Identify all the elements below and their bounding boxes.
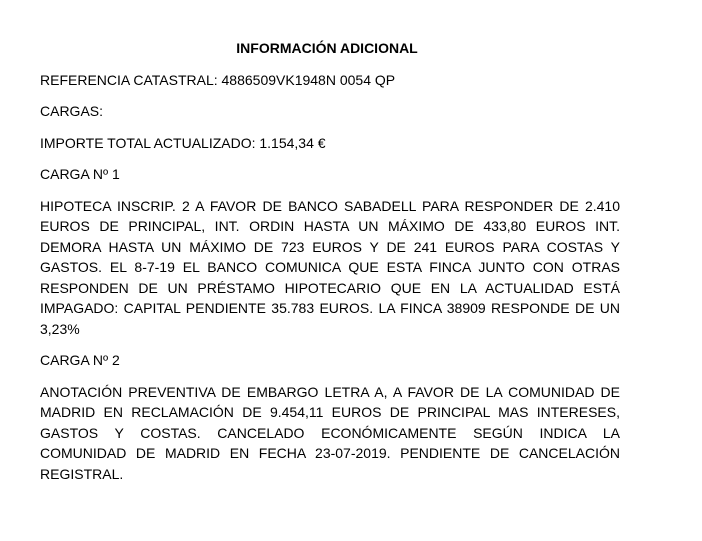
charge-1-heading: CARGA Nº 1 — [40, 166, 120, 182]
document-title: INFORMACIÓN ADICIONAL — [236, 40, 418, 56]
charges-label: CARGAS: — [40, 103, 104, 119]
charge-2-heading: CARGA Nº 2 — [40, 352, 120, 368]
charge-1-text: HIPOTECA INSCRIP. 2 A FAVOR DE BANCO SABADELL PARA RESPONDER DE 2.410 EUROS DE PRINCIPAL, INT. ORDIN HASTA UN MÁXIMO DE 433,80 EUROS INT. DEMORA HASTA UN MÁXIMO DE 723 EUROS Y DE 241 EUROS PARA COSTAS Y GASTOS. EL 8-7-19 EL BANCO COMUNICA QUE ESTA FINCA JUNTO CON OTRAS RESPONDEN DE UN PRÉSTAMO HIPOTECARIO QUE EN LA ACTUALIDAD ESTÁ IMPAGADO: CAPITAL PENDIENTE 35.783 EUROS. LA FINCA 38909 RESPONDE DE UN 3,23% — [40, 197, 620, 337]
total-amount: IMPORTE TOTAL ACTUALIZADO: 1.154,34 € — [40, 134, 326, 151]
charge-2-text: ANOTACIÓN PREVENTIVA DE EMBARGO LETRA A, A FAVOR DE LA COMUNIDAD DE MADRID EN RECLAMACIÓN DE 9.454,11 EUROS DE PRINCIPAL MAS INTERESES, GASTOS Y COSTAS. CANCELADO ECONÓMICAMENTE SEGÚN INDICA LA COMUNIDAD DE MADRID EN FECHA 23-07-2019. PENDIENTE DE CANCELACIÓN REGISTRAL. — [40, 383, 620, 482]
cadastral-reference: REFERENCIA CATASTRAL: 4886509VK1948N 0054 QP — [40, 71, 396, 88]
document-body — [40, 38, 620, 495]
